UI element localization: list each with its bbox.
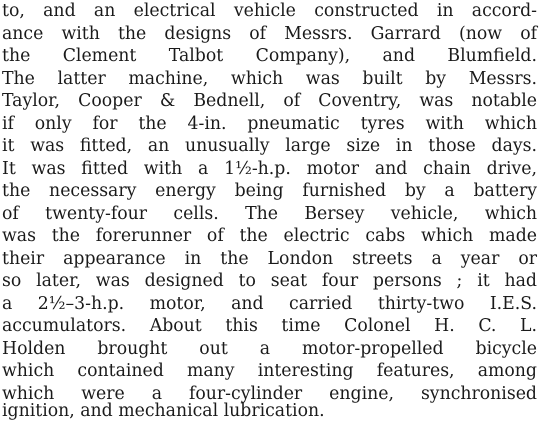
text-line: their appearance in the London streets a year or	[2, 248, 537, 269]
text-line: so later, was designed to seat four persons ; it had	[2, 271, 537, 291]
text-line: Taylor, Cooper & Bednell, of Coventry, was notable	[2, 91, 537, 111]
text-line: was the forerunner of the electric cabs which made	[2, 226, 537, 246]
text-line: which were a four-cylinder engine, synchronised	[2, 383, 537, 404]
text-line: the Clement Talbot Company), and Blumfield.	[2, 46, 537, 66]
text-line: accumulators. About this time Colonel H. C. L.	[2, 316, 537, 336]
text-line: the necessary energy being furnished by a battery	[2, 181, 537, 201]
text-line: if only for the 4-in. pneumatic tyres with which	[2, 113, 537, 134]
text-line: ignition, and mechanical lubrication.	[2, 401, 325, 421]
text-line: which contained many interesting features, among	[2, 361, 537, 381]
text-line: ance with the designs of Messrs. Garrard (now of	[2, 23, 537, 44]
text-line: It was fitted with a 1½-h.p. motor and chain drive,	[2, 158, 537, 179]
text-line: a 2½–3-h.p. motor, and carried thirty-two I.E.S.	[2, 293, 537, 314]
text-line: it was fitted, an unusually large size in those days.	[2, 136, 537, 156]
text-line: The latter machine, which was built by Messrs.	[2, 68, 537, 89]
text-line: of twenty-four cells. The Bersey vehicle, which	[2, 203, 537, 224]
text-line: to, and an electrical vehicle constructed in accord-	[2, 1, 537, 21]
text-line: Holden brought out a motor-propelled bicycle	[2, 338, 537, 359]
